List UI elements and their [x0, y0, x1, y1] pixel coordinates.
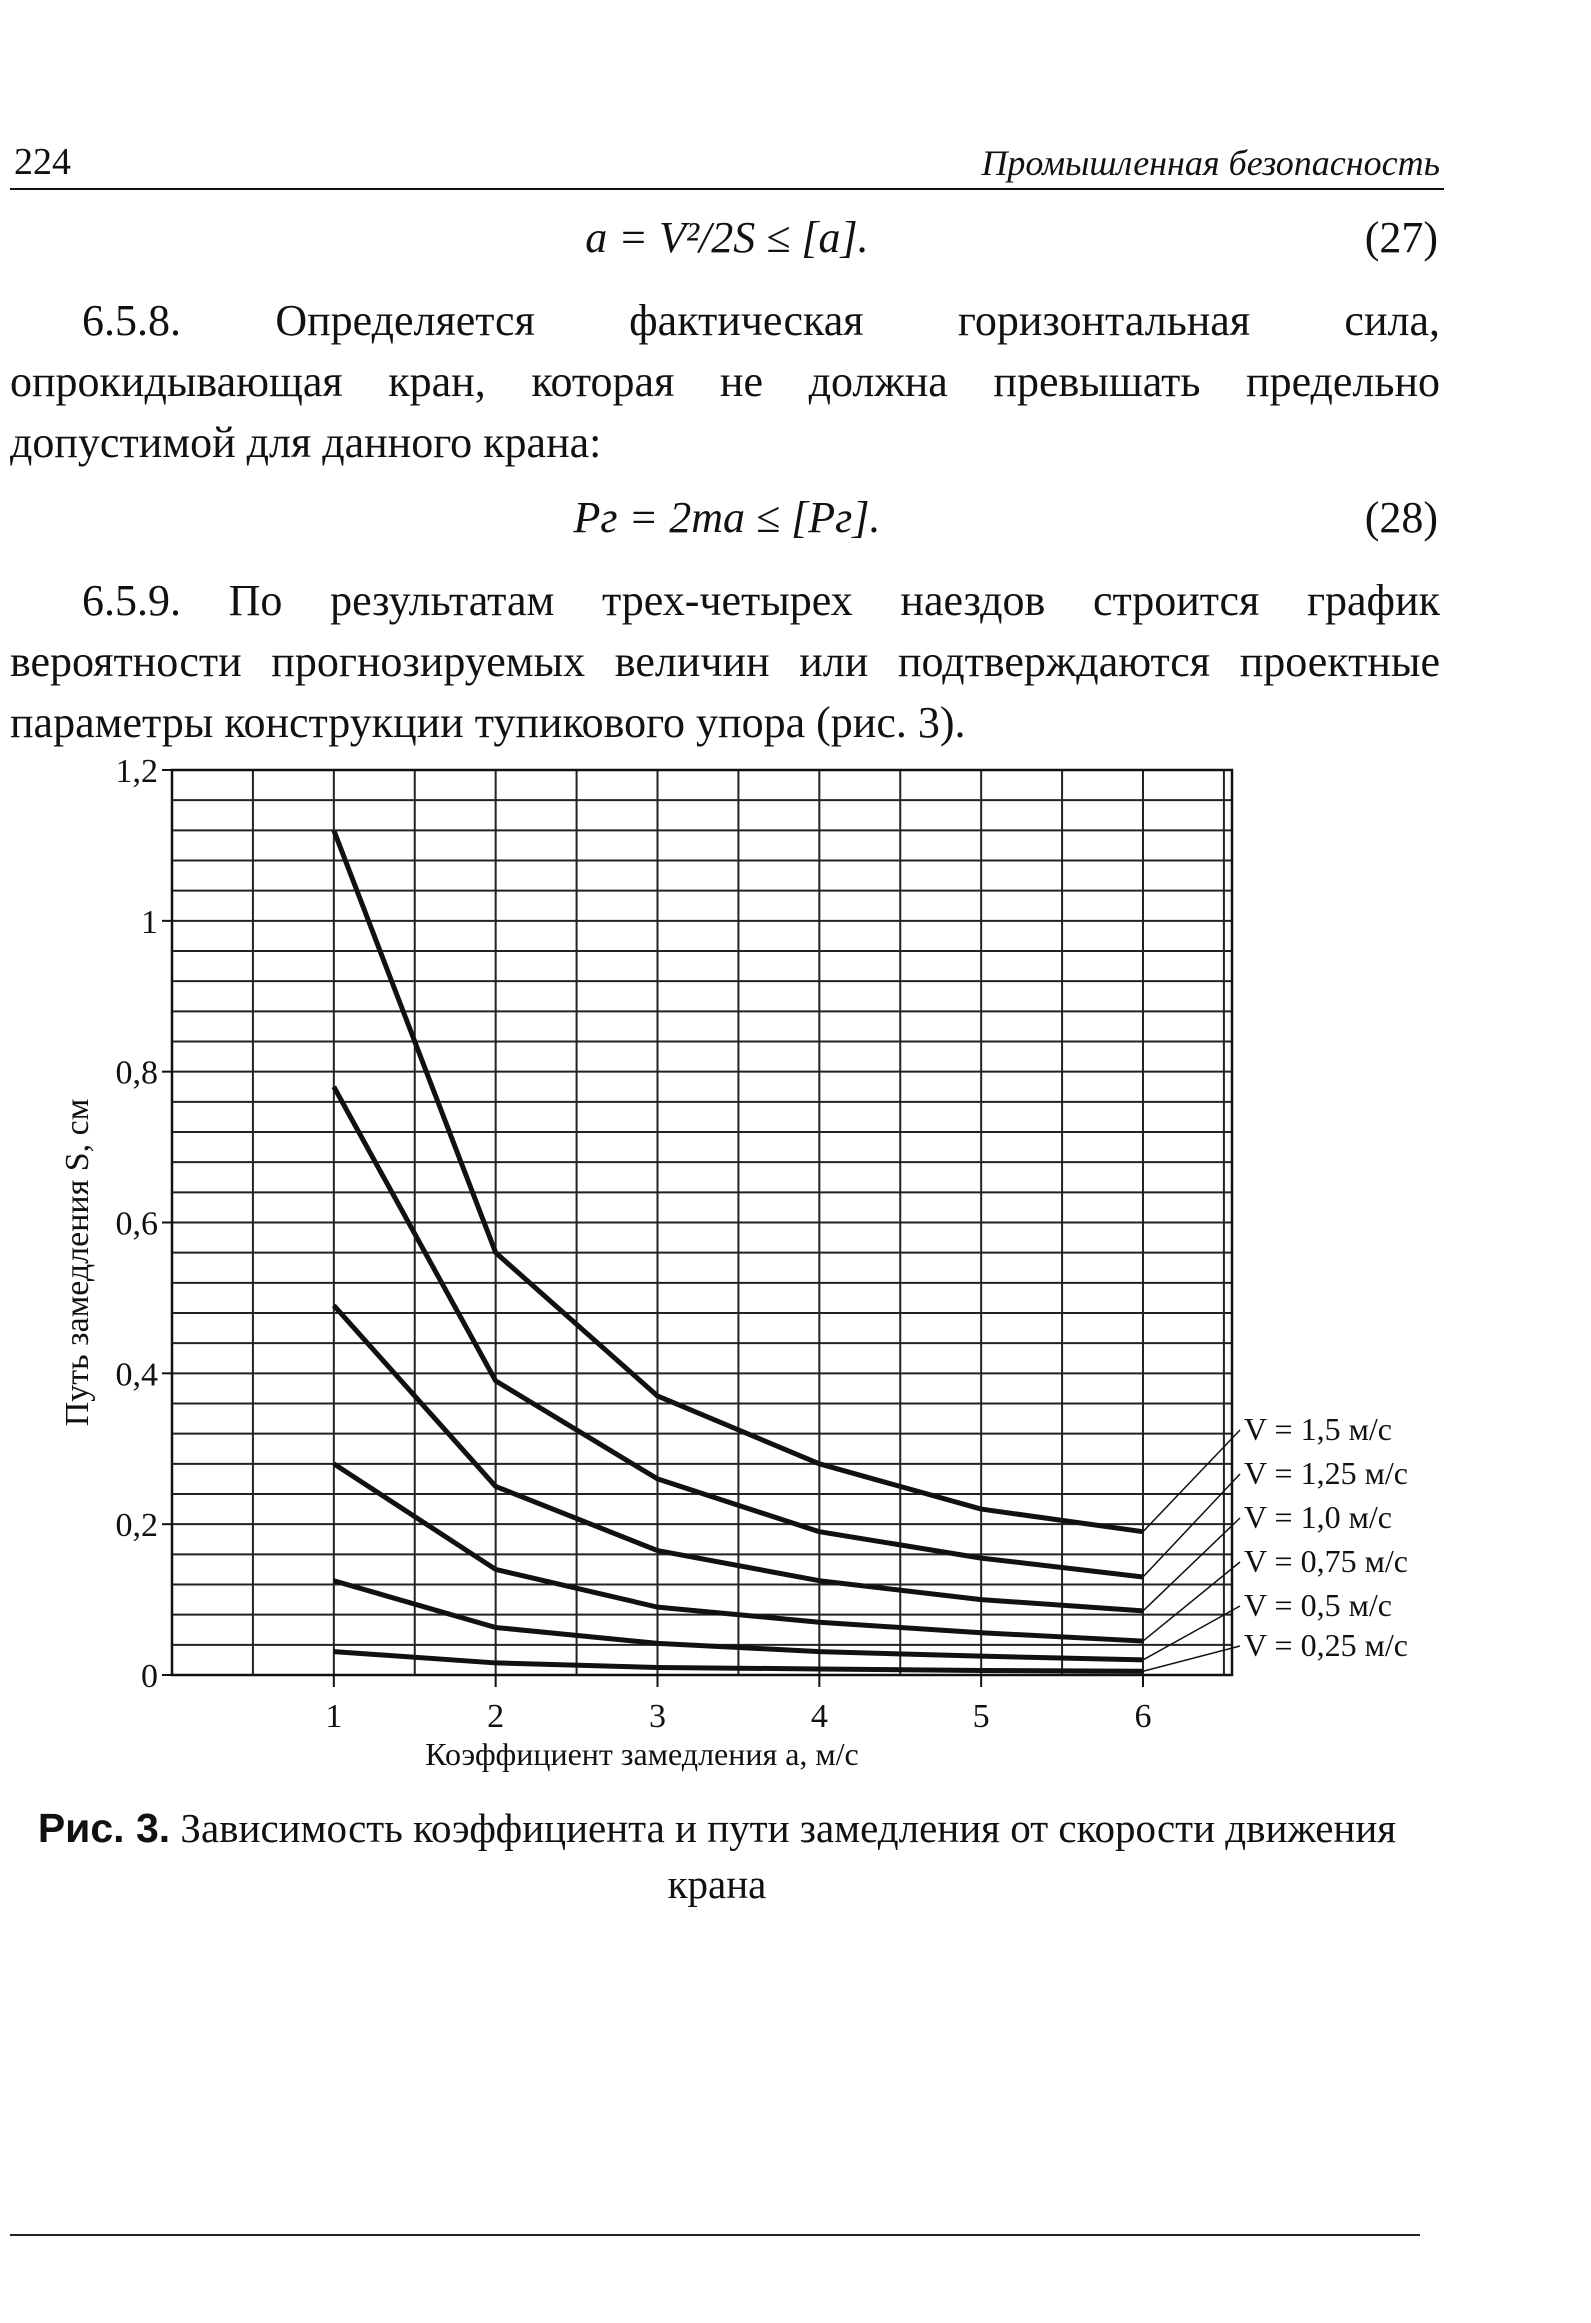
page-number: 224 — [14, 141, 71, 183]
figure-caption — [0, 1800, 1434, 1912]
x-tick-label: 3 — [648, 1698, 666, 1735]
y-tick-label: 0,4 — [115, 1356, 158, 1394]
series-label-leader — [1143, 1518, 1240, 1611]
formula-27-text: a = V²/2S ≤ [a]. — [585, 213, 869, 262]
x-axis-label: Коэффициент замедления a, м/с — [425, 1736, 859, 1772]
series-label-leader — [1143, 1474, 1240, 1577]
x-tick-label: 5 — [972, 1698, 990, 1735]
formula-28-text: Pг = 2ma ≤ [Pг]. — [573, 493, 881, 542]
series-label: V = 1,5 м/с — [1244, 1411, 1392, 1447]
grid-lines — [172, 770, 1232, 1675]
x-tick-label: 4 — [810, 1698, 828, 1735]
y-tick-label: 0,8 — [115, 1054, 158, 1092]
series-label-leader — [1143, 1430, 1240, 1532]
x-tick-label: 2 — [487, 1698, 505, 1735]
formula-27 — [10, 212, 1444, 272]
formula-28 — [10, 492, 1444, 552]
series-label: V = 0,5 м/с — [1244, 1587, 1392, 1623]
paragraph-6-5-8: 6.5.8. Определяется фактическая горизонтальная сила, опрокидывающая кран, которая не должна превышать предельно допустимой для данного крана: — [10, 296, 1440, 467]
y-tick-label: 1 — [141, 903, 158, 941]
series-label: V = 0,75 м/с — [1244, 1543, 1408, 1579]
y-tick-label: 0 — [141, 1658, 158, 1695]
series-label-leader — [1143, 1562, 1240, 1641]
deceleration-chart — [0, 740, 1591, 1800]
formula-27-number: (27) — [1364, 213, 1438, 262]
formula-28-number: (28) — [1364, 493, 1438, 542]
figure-label: Рис. 3. — [37, 1805, 171, 1851]
series-label-leader — [1143, 1646, 1240, 1671]
running-title: Промышленная безопасность — [981, 143, 1440, 183]
x-tick-label: 6 — [1134, 1698, 1152, 1735]
y-tick-label: 0,2 — [115, 1507, 158, 1545]
x-tick-label: 1 — [325, 1698, 343, 1735]
figure-caption-text: Зависимость коэффициента и пути замедления от скорости движения крана — [170, 1805, 1397, 1907]
y-tick-label: 1,2 — [115, 753, 158, 790]
series-label: V = 0,25 м/с — [1244, 1627, 1408, 1663]
series-label: V = 1,25 м/с — [1244, 1455, 1408, 1491]
y-axis-label: Путь замедления S, см — [59, 1098, 96, 1427]
paragraph-6-5-9: 6.5.9. По результатам трех-четырех наездов строится график вероятности прогнозируемых величин или подтверждаются проектные параметры конструкции тупикового упора (рис. 3). — [10, 576, 1440, 747]
running-header — [10, 140, 1444, 190]
bottom-rule — [10, 2234, 1420, 2236]
y-tick-label: 0,6 — [115, 1205, 158, 1243]
series-label: V = 1,0 м/с — [1244, 1499, 1392, 1535]
